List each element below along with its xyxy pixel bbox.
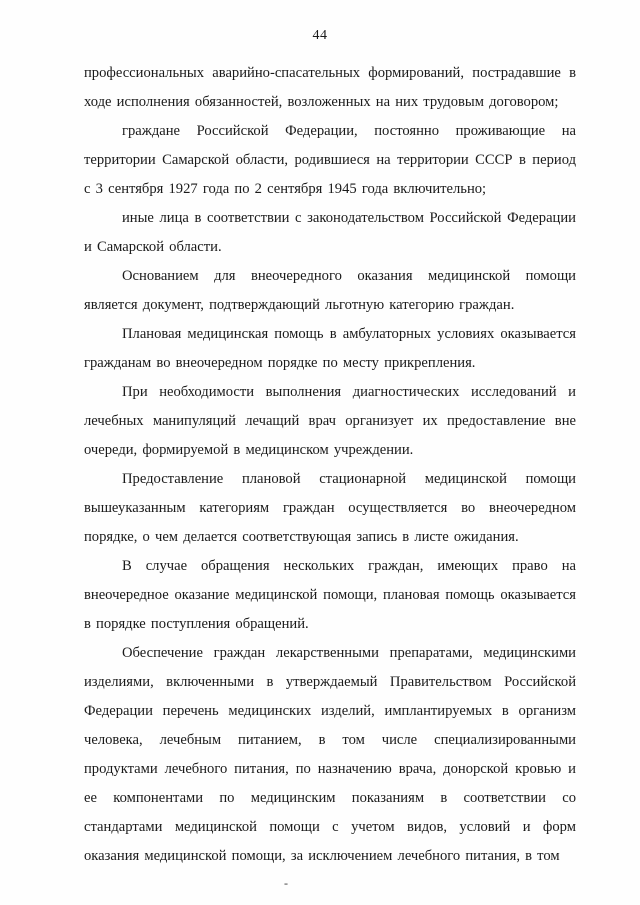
paragraph: Обеспечение граждан лекарственными препаратами, медицинскими изделиями, включенными в утверждаемый Правительством Российской Федерации перечень медицинских изделий, имплантируемых в организм человека, лечебным питанием, в том числе специализированными продуктами лечебного питания, по назначению врача, донорской кровью и ее компонентами по медицинским показаниям в соответствии со стандартами медицинской помощи с учетом видов, условий и форм оказания медицинской помощи, за исключением лечебного питания, в том [84,645,576,864]
paragraph: Основанием для внеочередного оказания медицинской помощи является документ, подтверждающий льготную категорию граждан. [84,268,576,313]
paragraph: граждане Российской Федерации, постоянно проживающие на территории Самарской области, родившиеся на территории СССР в период с 3 сентября 1927 года по 2 сентября 1945 года включительно; [84,123,576,197]
paragraph: иные лица в соответствии с законодательством Российской Федерации и Самарской области. [84,210,576,255]
paragraph: Предоставление плановой стационарной медицинской помощи вышеуказанным категориям граждан осуществляется во внеочередном порядке, о чем делается соответствующая запись в листе ожидания. [84,471,576,545]
document-text-block [84,59,576,871]
paragraph: При необходимости выполнения диагностических исследований и лечебных манипуляций лечащий врач организует их предоставление вне очереди, формируемой в медицинском учреждении. [84,384,576,458]
page-number: 44 [312,28,328,43]
paragraph: профессиональных аварийно-спасательных формирований, пострадавшие в ходе исполнения обязанностей, возложенных на них трудовым договором; [84,65,576,110]
paragraph: Плановая медицинская помощь в амбулаторных условиях оказывается гражданам во внеочередном порядке по месту прикрепления. [84,326,576,371]
paragraph: В случае обращения нескольких граждан, имеющих право на внеочередное оказание медицинской помощи, плановая помощь оказывается в порядке поступления обращений. [84,558,576,632]
footer-mark: - [284,876,288,890]
